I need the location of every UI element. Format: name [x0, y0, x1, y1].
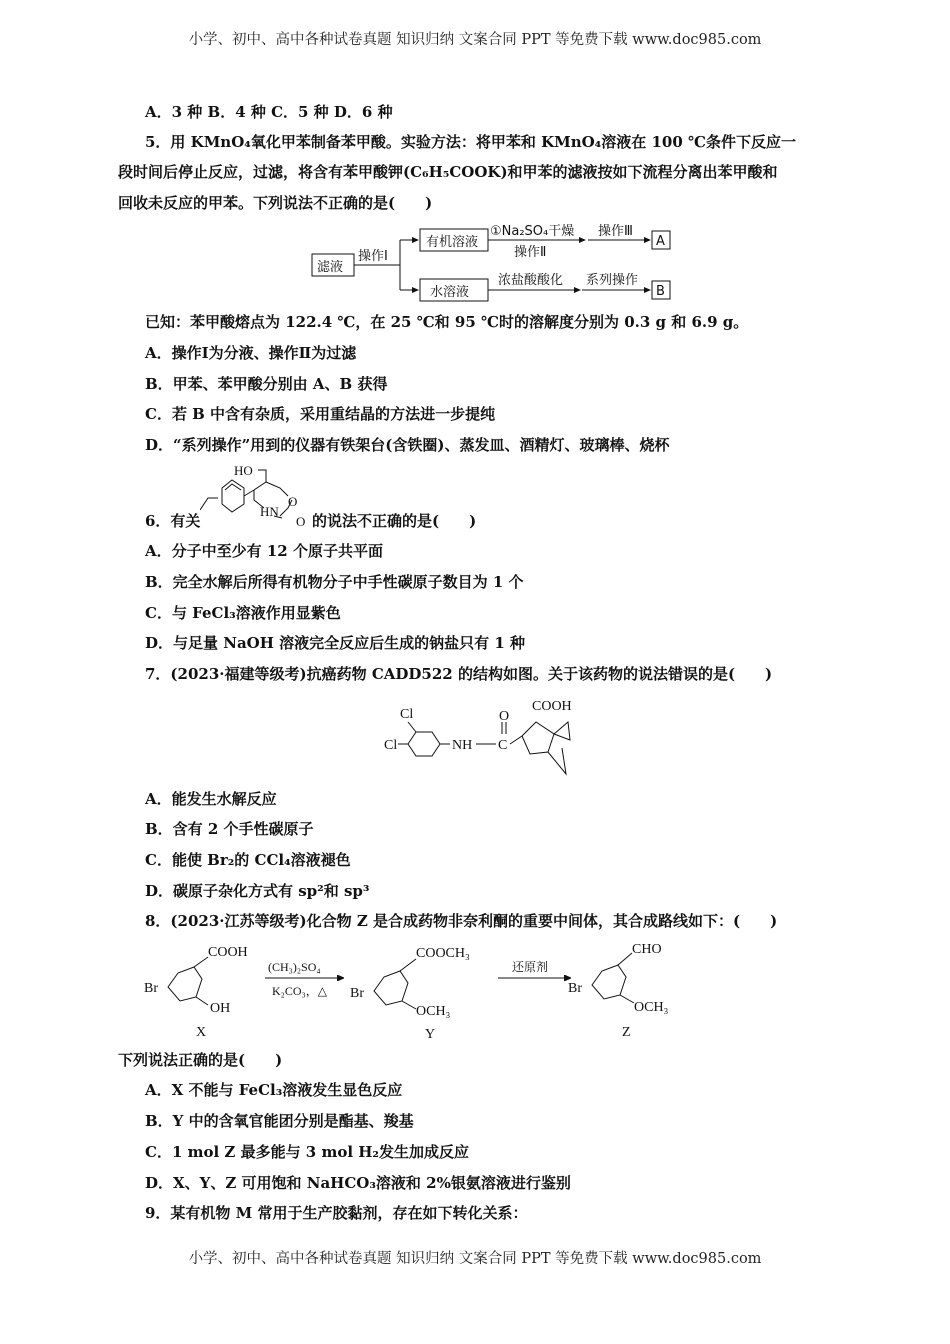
option-c: C．与 FeCl₃溶液作用显紫色	[145, 604, 341, 622]
question-stem: 8．(2023·江苏等级考)化合物 Z 是合成药物非奈利酮的重要中间体，其合成路线如下：( )	[145, 912, 778, 930]
mol-cl-top: Cl	[400, 707, 414, 722]
question-stem-suffix: 的说法不正确的是( )	[312, 512, 477, 530]
mol-nh: HN	[260, 504, 279, 519]
reagent-1-bottom: K₂CO₃，△	[272, 984, 327, 998]
sub-question: 下列说法正确的是( )	[118, 1051, 283, 1069]
mol-carbonyl-c: C	[498, 738, 508, 753]
option-c: C．能使 Br₂的 CCl₄溶液褪色	[145, 851, 351, 869]
option-b: B．完全水解后所得有机物分子中手性碳原子数目为 1 个	[145, 573, 524, 591]
option-c: C．1 mol Z 最多能与 3 mol H₂发生加成反应	[145, 1143, 469, 1161]
page-footer: 小学、初中、高中各种试卷真题 知识归纳 文案合同 PPT 等免费下载 www.doc985.com	[188, 1251, 762, 1267]
option-a: A．能发生水解反应	[145, 790, 277, 808]
option-d: D．X、Y、Z 可用饱和 NaHCO₃溶液和 2%银氨溶液进行鉴别	[145, 1174, 571, 1192]
option-a: A．X 不能与 FeCl₃溶液发生显色反应	[145, 1081, 403, 1099]
flow-organic: 有机溶液	[426, 235, 479, 250]
separation-flow-diagram	[300, 220, 680, 302]
mol-cooh: COOH	[532, 699, 572, 714]
option-a: A．分子中至少有 12 个原子共平面	[145, 542, 383, 560]
question-stem-line: 段时间后停止反应，过滤，将含有苯甲酸钾(C₆H₅COOK)和甲苯的滤液按如下流程分离出苯甲酸和	[118, 163, 778, 181]
mol-nh: NH	[452, 738, 473, 753]
mol-carbonyl-o: O	[499, 709, 510, 724]
label-x: X	[196, 1025, 207, 1040]
option-c: C．若 B 中含有杂质，采用重结晶的方法进一步提纯	[145, 405, 496, 423]
reagent-1-top: (CH₃)₂SO₄	[268, 960, 321, 974]
x-br: Br	[144, 981, 158, 996]
flow-op2: 操作Ⅱ	[514, 245, 547, 260]
question-stem: 7．(2023·福建等级考)抗癌药物 CADD522 的结构如图。关于该药物的说法错误的是( )	[145, 665, 773, 683]
y-br: Br	[350, 986, 364, 1001]
flow-start: 滤液	[317, 260, 344, 275]
question-9-stem: 9．某有机物 M 常用于生产胶黏剂，存在如下转化关系：	[145, 1204, 528, 1222]
flow-acidify: 浓盐酸酸化	[498, 273, 564, 288]
option-b: B．含有 2 个手性碳原子	[145, 820, 314, 838]
cadd522-structure	[380, 692, 620, 792]
y-och3: OCH₃	[416, 1004, 451, 1019]
mol-ring-o: O	[288, 494, 298, 509]
label-z: Z	[622, 1025, 631, 1040]
option-b: B．Y 中的含氧官能团分别是酯基、羧基	[145, 1112, 414, 1130]
flow-series: 系列操作	[586, 273, 639, 288]
x-oh: OH	[210, 1001, 231, 1016]
option-d: D．“系列操作”用到的仪器有铁架台(含铁圈)、蒸发皿、酒精灯、玻璃棒、烧杯	[145, 436, 670, 454]
flow-op1: 操作Ⅰ	[358, 249, 388, 264]
x-cooh: COOH	[208, 945, 248, 960]
z-br: Br	[568, 981, 582, 996]
option-b: B．甲苯、苯甲酸分别由 A、B 获得	[145, 375, 388, 393]
label-y: Y	[425, 1027, 436, 1042]
q6-molecule-structure	[200, 460, 315, 532]
z-cho: CHO	[632, 942, 662, 957]
flow-aqueous: 水溶液	[430, 285, 470, 300]
option-d: D．与足量 NaOH 溶液完全反应后生成的钠盐只有 1 种	[145, 634, 526, 652]
question-stem-prefix: 6．有关	[145, 512, 201, 530]
y-cooch3: COOCH₃	[416, 946, 470, 961]
known-info: 已知：苯甲酸熔点为 122.4 ℃，在 25 ℃和 95 ℃时的溶解度分别为 0.3 g 和 6.9 g。	[145, 313, 749, 331]
flow-dry: ①Na₂SO₄干燥	[490, 224, 575, 239]
question-stem-line: 回收未反应的甲苯。下列说法不正确的是( )	[118, 194, 433, 212]
flow-op3: 操作Ⅲ	[598, 224, 633, 239]
synthesis-scheme	[140, 935, 700, 1045]
mol-carbonyl-o: O	[296, 514, 306, 529]
previous-question-options: A．3 种 B．4 种 C．5 种 D．6 种	[145, 103, 393, 121]
z-och3: OCH₃	[634, 1000, 669, 1015]
option-d: D．碳原子杂化方式有 sp²和 sp³	[145, 882, 370, 900]
reagent-2: 还原剂	[512, 960, 549, 974]
option-a: A．操作Ⅰ为分液、操作Ⅱ为过滤	[145, 344, 357, 362]
flow-product-b: B	[656, 284, 665, 299]
mol-cl-left: Cl	[384, 738, 398, 753]
mol-hydroxyl: HO	[234, 463, 253, 478]
flow-product-a: A	[656, 234, 665, 249]
question-stem-line: 5．用 KMnO₄氧化甲苯制备苯甲酸。实验方法：将甲苯和 KMnO₄溶液在 100 ℃条件下反应一	[145, 133, 796, 151]
page-header: 小学、初中、高中各种试卷真题 知识归纳 文案合同 PPT 等免费下载 www.doc985.com	[188, 32, 762, 48]
